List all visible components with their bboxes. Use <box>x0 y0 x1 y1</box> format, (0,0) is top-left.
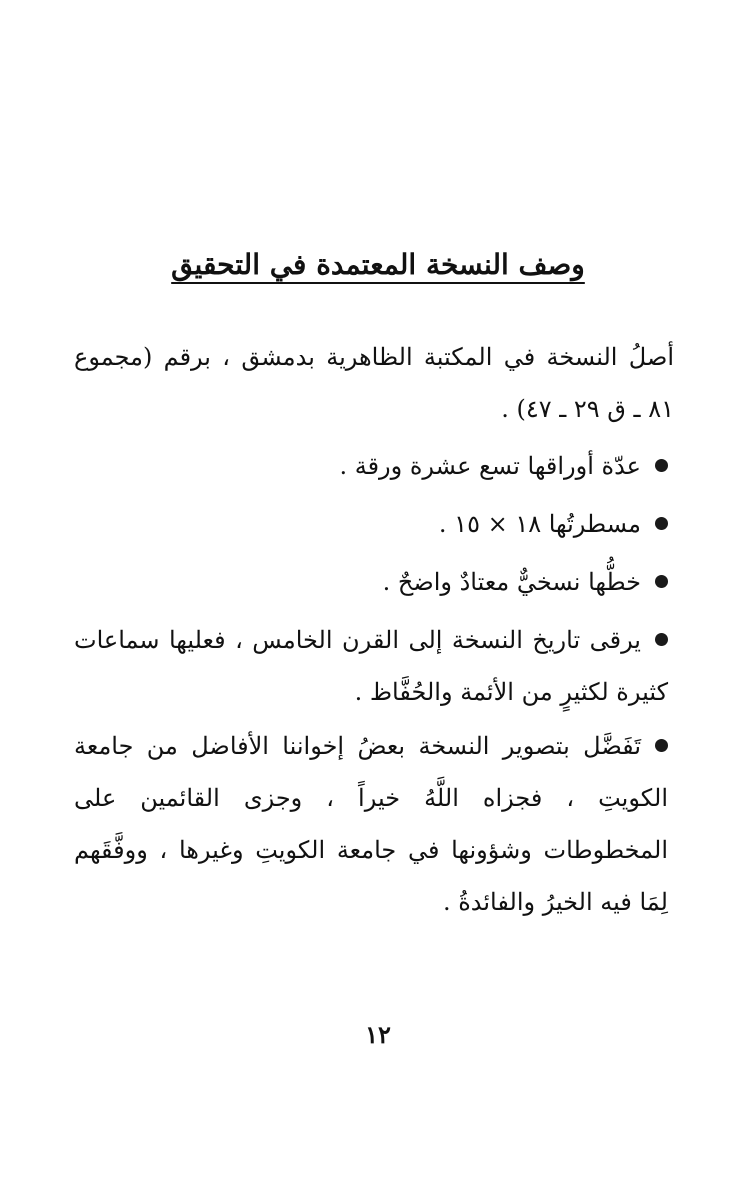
bullet-item <box>74 614 668 718</box>
bullet-dot-icon <box>655 459 668 472</box>
bullet-item <box>74 720 668 928</box>
bullet-text: مسطرتُها ١٨ × ١٥ . <box>438 510 641 538</box>
bullet-dot-icon <box>655 575 668 588</box>
bullet-item <box>74 440 668 492</box>
page-title: وصف النسخة المعتمدة في التحقيق <box>171 248 585 281</box>
bullet-dot-icon <box>655 517 668 530</box>
bullet-item <box>74 556 668 608</box>
bullet-text: خطُّها نسخيٌّ معتادٌ واضحٌ . <box>382 568 641 596</box>
bullet-text: عدّة أوراقها تسع عشرة ورقة . <box>339 452 641 480</box>
bullet-text: تَفَضَّل بتصوير النسخة بعضُ إخواننا الأفاضل من جامعة الكويتِ ، فجزاه اللَّهُ خيراً ، وجزى القائمين على المخطوطات وشؤونها في جامعة الكويتِ وغيرها ، ووفَّقَهم لِمَا فيه الخيرُ والفائدةُ . <box>74 732 668 916</box>
bullet-dot-icon <box>655 633 668 646</box>
page-number: ١٢ <box>365 1020 391 1049</box>
intro-paragraph: أصلُ النسخة في المكتبة الظاهرية بدمشق ، برقم (مجموع ٨١ ـ ق ٢٩ ـ ٤٧) . <box>74 343 674 423</box>
bullet-text: يرقى تاريخ النسخة إلى القرن الخامس ، فعليها سماعات كثيرة لكثيرٍ من الأئمة والحُفَّاظ . <box>74 626 668 706</box>
bullet-dot-icon <box>655 739 668 752</box>
bullet-item <box>74 498 668 550</box>
